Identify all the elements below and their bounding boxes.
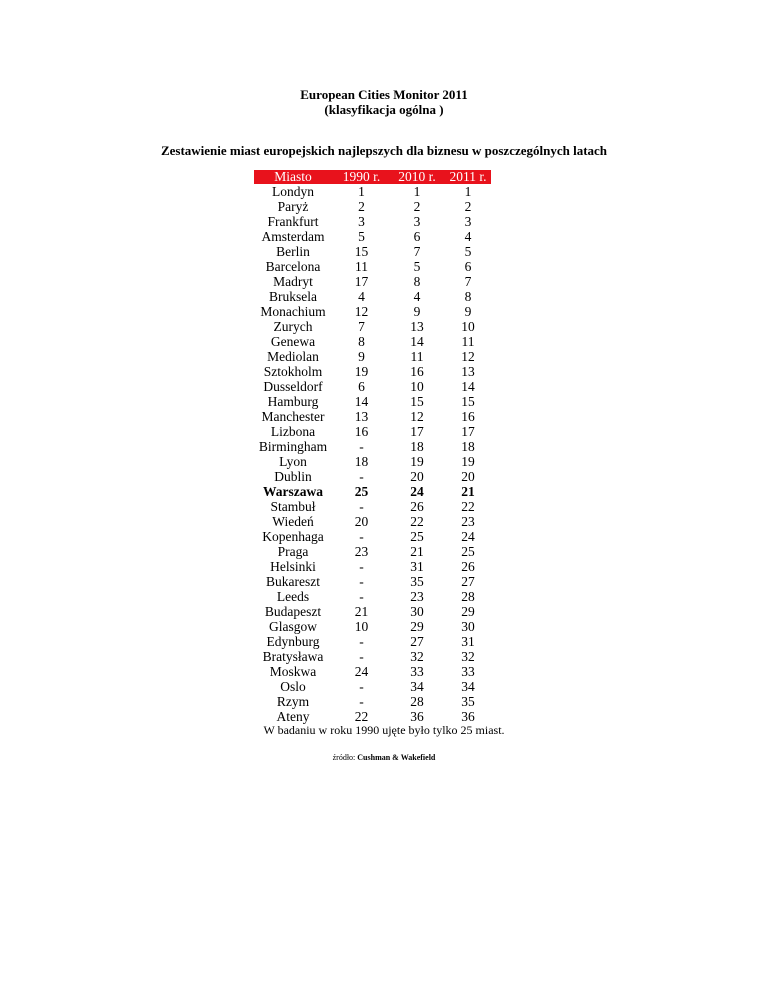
cell-2010: 25 xyxy=(410,529,424,544)
cell-2010: 15 xyxy=(410,394,424,409)
column-header-city: Miasto xyxy=(254,170,332,184)
cell-city: Oslo xyxy=(280,679,306,694)
cell-city: Bratysława xyxy=(262,649,324,664)
table-row xyxy=(254,709,491,724)
cell-2010: 24 xyxy=(410,484,424,499)
cell-1990: 16 xyxy=(354,424,369,439)
cell-2010: 36 xyxy=(410,709,424,724)
table-row xyxy=(254,484,491,499)
cell-2011: 25 xyxy=(461,544,475,559)
table-row xyxy=(254,199,491,214)
cell-1990: 20 xyxy=(354,514,369,529)
source-line xyxy=(0,753,768,762)
table-row xyxy=(254,619,491,634)
cell-city: Berlin xyxy=(276,244,310,259)
table-row xyxy=(254,589,491,604)
cell-city: Mediolan xyxy=(267,349,319,364)
cell-1990: 6 xyxy=(358,379,365,394)
cell-1990: - xyxy=(359,679,364,694)
cell-2011: 3 xyxy=(464,214,472,229)
cell-2011: 17 xyxy=(461,424,475,439)
cell-city: Stambuł xyxy=(270,499,316,514)
cell-1990: 12 xyxy=(354,304,369,319)
cell-city: Praga xyxy=(277,544,309,559)
column-header-2010: 2010 r. xyxy=(385,170,443,184)
table-row xyxy=(254,604,491,619)
cell-1990: 13 xyxy=(354,409,369,424)
cell-2010: 3 xyxy=(413,214,421,229)
cell-2010: 5 xyxy=(413,259,421,274)
cell-1990: - xyxy=(359,559,364,574)
cell-2010: 32 xyxy=(410,649,424,664)
table-row xyxy=(254,454,491,469)
cell-1990: - xyxy=(359,634,364,649)
cell-city: Dublin xyxy=(274,469,312,484)
cell-2011: 15 xyxy=(461,394,475,409)
table-row xyxy=(254,499,491,514)
cell-city: Edynburg xyxy=(266,634,320,649)
cell-city: Budapeszt xyxy=(264,604,322,619)
cell-2011: 16 xyxy=(461,409,475,424)
cell-city: Frankfurt xyxy=(267,214,319,229)
source-prefix: źródło: xyxy=(332,753,358,762)
cell-2011: 24 xyxy=(461,529,475,544)
cell-2010: 30 xyxy=(410,604,424,619)
cell-1990: - xyxy=(359,529,364,544)
table-row xyxy=(254,349,491,364)
cell-2010: 9 xyxy=(413,304,421,319)
table-row xyxy=(254,319,491,334)
table-row xyxy=(254,364,491,379)
cell-1990: 21 xyxy=(354,604,369,619)
cell-city: Leeds xyxy=(276,589,310,604)
cell-2010: 16 xyxy=(410,364,424,379)
cell-city: Manchester xyxy=(261,409,325,424)
cell-city: Madryt xyxy=(273,274,313,289)
document-subtitle: (klasyfikacja ogólna ) xyxy=(324,102,444,117)
table-row xyxy=(254,289,491,304)
cell-2011: 23 xyxy=(461,514,475,529)
cell-2011: 6 xyxy=(464,259,472,274)
cell-2010: 31 xyxy=(410,559,424,574)
table-row xyxy=(254,184,491,199)
cell-city: Monachium xyxy=(260,304,326,319)
cell-city: Kopenhaga xyxy=(262,529,324,544)
cell-2010: 26 xyxy=(410,499,424,514)
cell-2011: 18 xyxy=(461,439,475,454)
table-row xyxy=(254,469,491,484)
cell-2011: 35 xyxy=(461,694,475,709)
cell-2010: 27 xyxy=(410,634,424,649)
cell-2011: 33 xyxy=(461,664,475,679)
cell-1990: 10 xyxy=(354,619,369,634)
cell-2011: 32 xyxy=(461,649,475,664)
cell-2011: 34 xyxy=(461,679,475,694)
cell-1990: 23 xyxy=(354,544,369,559)
cell-city: Lizbona xyxy=(270,424,316,439)
table-row xyxy=(254,694,491,709)
cell-2010: 6 xyxy=(413,229,421,244)
cell-city: Amsterdam xyxy=(261,229,325,244)
cell-city: Moskwa xyxy=(269,664,317,679)
table-row xyxy=(254,559,491,574)
cell-city: Glasgow xyxy=(269,619,317,634)
cell-2010: 35 xyxy=(410,574,424,589)
cell-city: Ateny xyxy=(276,709,310,724)
cell-2011: 22 xyxy=(461,499,475,514)
cell-1990: - xyxy=(359,649,364,664)
cell-1990: - xyxy=(359,469,364,484)
cell-1990: 9 xyxy=(358,349,365,364)
cell-2010: 12 xyxy=(410,409,424,424)
cell-city: Dusseldorf xyxy=(263,379,323,394)
cell-1990: 17 xyxy=(354,274,369,289)
table-row xyxy=(254,409,491,424)
cell-2011: 4 xyxy=(464,229,472,244)
cell-1990: 25 xyxy=(354,484,369,499)
cell-1990: 2 xyxy=(358,199,365,214)
table-row xyxy=(254,514,491,529)
cell-1990: - xyxy=(359,499,364,514)
cell-2011: 21 xyxy=(461,484,475,499)
table-row xyxy=(254,439,491,454)
table-row xyxy=(254,379,491,394)
cell-city: Barcelona xyxy=(265,259,321,274)
cell-2011: 12 xyxy=(461,349,475,364)
cell-2010: 10 xyxy=(410,379,424,394)
cell-2011: 7 xyxy=(464,274,472,289)
table-row xyxy=(254,544,491,559)
cell-city: Paryż xyxy=(277,199,309,214)
cell-city: Zurych xyxy=(273,319,313,334)
cell-city: Bruksela xyxy=(269,289,317,304)
cell-2010: 20 xyxy=(410,469,424,484)
cell-2011: 20 xyxy=(461,469,475,484)
table-header-row xyxy=(254,170,491,184)
cell-city: Bukareszt xyxy=(266,574,320,589)
cell-2010: 23 xyxy=(410,589,424,604)
cell-1990: 5 xyxy=(358,229,365,244)
cell-1990: - xyxy=(359,589,364,604)
cell-2011: 10 xyxy=(461,319,475,334)
cell-2010: 34 xyxy=(410,679,424,694)
ranking-table xyxy=(254,170,491,724)
cell-1990: 7 xyxy=(358,319,365,334)
cell-2011: 1 xyxy=(464,184,472,199)
table-body xyxy=(254,184,491,724)
cell-1990: 8 xyxy=(358,334,365,349)
cell-2010: 17 xyxy=(410,424,424,439)
table-row xyxy=(254,334,491,349)
cell-city: Londyn xyxy=(272,184,314,199)
cell-city: Genewa xyxy=(270,334,316,349)
cell-city: Wiedeń xyxy=(272,514,314,529)
cell-2011: 11 xyxy=(461,334,475,349)
column-header-1990: 1990 r. xyxy=(332,170,385,184)
cell-city: Helsinki xyxy=(270,559,316,574)
table-row xyxy=(254,394,491,409)
table-row xyxy=(254,574,491,589)
cell-city: Lyon xyxy=(279,454,307,469)
table-row xyxy=(254,529,491,544)
table-row xyxy=(254,649,491,664)
cell-2010: 14 xyxy=(410,334,424,349)
table-row xyxy=(254,274,491,289)
cell-1990: 24 xyxy=(354,664,369,679)
table-row xyxy=(254,424,491,439)
cell-1990: 11 xyxy=(355,259,368,274)
cell-1990: 3 xyxy=(358,214,365,229)
cell-2010: 21 xyxy=(410,544,424,559)
table-row xyxy=(254,664,491,679)
document-header xyxy=(0,87,768,117)
cell-city: Birmingham xyxy=(258,439,328,454)
cell-2010: 28 xyxy=(410,694,424,709)
table-title: Zestawienie miast europejskich najlepszych dla biznesu w poszczególnych latach xyxy=(160,143,608,158)
cell-2011: 28 xyxy=(461,589,475,604)
cell-1990: 18 xyxy=(354,454,369,469)
cell-2010: 33 xyxy=(410,664,424,679)
document-title: European Cities Monitor 2011 xyxy=(300,87,468,102)
cell-2011: 2 xyxy=(464,199,472,214)
cell-1990: 1 xyxy=(358,184,365,199)
table-row xyxy=(254,229,491,244)
cell-2011: 36 xyxy=(461,709,475,724)
cell-2010: 29 xyxy=(410,619,424,634)
cell-2010: 1 xyxy=(413,184,421,199)
cell-2010: 2 xyxy=(413,199,421,214)
footnote: W badaniu w roku 1990 ujęte było tylko 25 miast. xyxy=(263,723,505,737)
cell-2011: 14 xyxy=(461,379,475,394)
table-row xyxy=(254,214,491,229)
cell-city: Rzym xyxy=(276,694,310,709)
cell-2010: 18 xyxy=(410,439,424,454)
cell-2011: 5 xyxy=(464,244,472,259)
cell-1990: 14 xyxy=(354,394,369,409)
cell-1990: 4 xyxy=(358,289,365,304)
table-row xyxy=(254,634,491,649)
column-header-2011: 2011 r. xyxy=(443,170,491,184)
cell-2011: 27 xyxy=(461,574,475,589)
cell-2011: 31 xyxy=(461,634,475,649)
cell-1990: - xyxy=(359,574,364,589)
cell-2010: 13 xyxy=(410,319,424,334)
cell-2011: 30 xyxy=(461,619,475,634)
cell-2011: 13 xyxy=(461,364,475,379)
cell-2011: 8 xyxy=(464,289,472,304)
table-row xyxy=(254,244,491,259)
table-row xyxy=(254,304,491,319)
cell-2011: 19 xyxy=(461,454,475,469)
cell-2011: 29 xyxy=(461,604,475,619)
cell-1990: - xyxy=(359,439,364,454)
cell-2011: 9 xyxy=(464,304,472,319)
table-row xyxy=(254,259,491,274)
cell-2010: 19 xyxy=(410,454,424,469)
cell-city: Sztokholm xyxy=(263,364,323,379)
cell-2010: 11 xyxy=(410,349,424,364)
cell-1990: 22 xyxy=(354,709,369,724)
cell-1990: 15 xyxy=(354,244,369,259)
cell-2010: 8 xyxy=(413,274,421,289)
cell-1990: - xyxy=(359,694,364,709)
cell-2011: 26 xyxy=(461,559,475,574)
cell-2010: 4 xyxy=(413,289,421,304)
cell-city: Hamburg xyxy=(267,394,319,409)
cell-1990: 19 xyxy=(354,364,369,379)
table-row xyxy=(254,679,491,694)
cell-city: Warszawa xyxy=(263,484,323,499)
cell-2010: 7 xyxy=(413,244,421,259)
cell-2010: 22 xyxy=(410,514,424,529)
source-name: Cushman & Wakefield xyxy=(357,753,436,762)
